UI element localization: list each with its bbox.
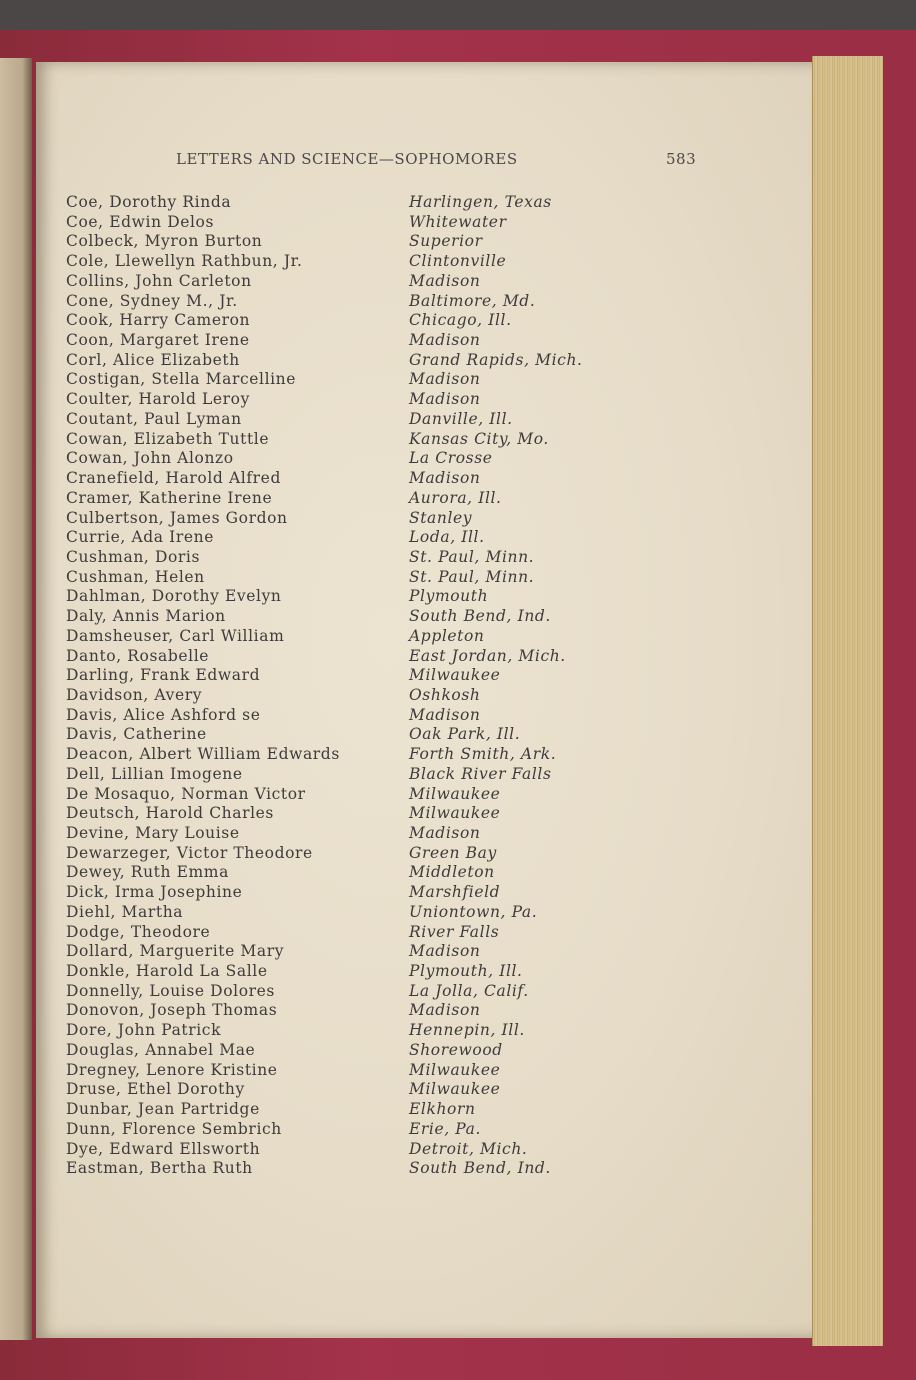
student-name: Deutsch, Harold Charles <box>66 804 274 823</box>
hometown: River Falls <box>409 922 500 941</box>
student-name: Darling, Frank Edward <box>66 666 261 685</box>
hometown: East Jordan, Mich. <box>409 646 566 665</box>
hometown: Clintonville <box>409 252 507 271</box>
hometown: Uniontown, Pa. <box>409 902 538 921</box>
hometown: Plymouth, Ill. <box>409 962 523 981</box>
student-name: Donovon, Joseph Thomas <box>66 1001 278 1020</box>
list-item <box>0 213 916 233</box>
hometown: Black River Falls <box>409 764 552 783</box>
student-name: Costigan, Stella Marcelline <box>66 370 297 389</box>
list-item <box>0 863 916 883</box>
list-item <box>0 765 916 785</box>
list-item <box>0 627 916 647</box>
student-name: Dye, Edward Ellsworth <box>66 1139 261 1158</box>
hometown: St. Paul, Minn. <box>409 547 535 566</box>
student-name: Cushman, Doris <box>66 547 201 566</box>
list-item <box>0 1100 916 1120</box>
student-name: Dell, Lillian Imogene <box>66 764 243 783</box>
hometown: Milwaukee <box>409 784 501 803</box>
student-name: Cone, Sydney M., Jr. <box>66 291 238 310</box>
student-name: Dick, Irma Josephine <box>66 883 243 902</box>
hometown: La Crosse <box>409 449 493 468</box>
hometown: Madison <box>409 331 481 350</box>
hometown: Plymouth <box>409 587 489 606</box>
list-item <box>0 252 916 272</box>
list-item <box>0 1120 916 1140</box>
hometown: Chicago, Ill. <box>409 311 512 330</box>
student-name: Douglas, Annabel Mae <box>66 1040 256 1059</box>
student-name: Donkle, Harold La Salle <box>66 962 268 981</box>
list-item <box>0 647 916 667</box>
student-name: Dore, John Patrick <box>66 1021 222 1040</box>
hometown: Madison <box>409 1001 481 1020</box>
hometown: Appleton <box>409 626 485 645</box>
list-item <box>0 568 916 588</box>
list-item <box>0 607 916 627</box>
student-name: Culbertson, James Gordon <box>66 508 288 527</box>
hometown: Shorewood <box>409 1040 503 1059</box>
student-name: Cushman, Helen <box>66 567 205 586</box>
student-name: Daly, Annis Marion <box>66 607 226 626</box>
hometown: Grand Rapids, Mich. <box>409 350 583 369</box>
student-name: Dregney, Lenore Kristine <box>66 1060 278 1079</box>
hometown: South Bend, Ind. <box>409 1159 551 1178</box>
student-name: Corl, Alice Elizabeth <box>66 350 240 369</box>
student-name: Dodge, Theodore <box>66 922 211 941</box>
list-item <box>0 942 916 962</box>
list-item <box>0 449 916 469</box>
hometown: Marshfield <box>409 883 501 902</box>
student-name: Diehl, Martha <box>66 902 184 921</box>
list-item <box>0 390 916 410</box>
list-item <box>0 686 916 706</box>
student-name: Davis, Alice Ashford se <box>66 705 261 724</box>
list-item <box>0 824 916 844</box>
list-item <box>0 962 916 982</box>
hometown: Madison <box>409 705 481 724</box>
hometown: St. Paul, Minn. <box>409 567 535 586</box>
student-name: Coe, Edwin Delos <box>66 212 215 231</box>
student-name: Davidson, Avery <box>66 685 203 704</box>
list-item <box>0 804 916 824</box>
hometown: Green Bay <box>409 843 497 862</box>
list-item <box>0 311 916 331</box>
student-name: Cranefield, Harold Alfred <box>66 469 281 488</box>
hometown: Middleton <box>409 863 495 882</box>
student-name: Donnelly, Louise Dolores <box>66 981 275 1000</box>
student-name: Cramer, Katherine Irene <box>66 488 273 507</box>
hometown: Stanley <box>409 508 473 527</box>
student-name: Colbeck, Myron Burton <box>66 232 263 251</box>
list-item <box>0 883 916 903</box>
student-name: Dahlman, Dorothy Evelyn <box>66 587 282 606</box>
list-item <box>0 923 916 943</box>
student-name: Cole, Llewellyn Rathbun, Jr. <box>66 252 303 271</box>
list-item <box>0 1080 916 1100</box>
running-header <box>36 150 816 172</box>
hometown: Oak Park, Ill. <box>409 725 521 744</box>
list-item <box>0 430 916 450</box>
student-name: Druse, Ethel Dorothy <box>66 1080 245 1099</box>
student-name: Cowan, Elizabeth Tuttle <box>66 429 270 448</box>
hometown: Milwaukee <box>409 1080 501 1099</box>
student-name: De Mosaquo, Norman Victor <box>66 784 306 803</box>
list-item <box>0 1041 916 1061</box>
hometown: Madison <box>409 469 481 488</box>
student-name: Davis, Catherine <box>66 725 207 744</box>
list-item <box>0 844 916 864</box>
list-item <box>0 489 916 509</box>
list-item <box>0 785 916 805</box>
list-item <box>0 193 916 213</box>
hometown: Madison <box>409 942 481 961</box>
hometown: Milwaukee <box>409 1060 501 1079</box>
list-item <box>0 410 916 430</box>
student-name: Dewarzeger, Victor Theodore <box>66 843 313 862</box>
list-item <box>0 548 916 568</box>
hometown: Madison <box>409 370 481 389</box>
list-item <box>0 666 916 686</box>
list-item <box>0 292 916 312</box>
student-name: Dunbar, Jean Partridge <box>66 1100 260 1119</box>
page-number: 583 <box>666 150 697 168</box>
student-name: Devine, Mary Louise <box>66 824 240 842</box>
header-title: LETTERS AND SCIENCE—SOPHOMORES <box>176 150 518 168</box>
student-name: Danto, Rosabelle <box>66 646 210 665</box>
hometown: Kansas City, Mo. <box>409 429 549 448</box>
student-name: Damsheuser, Carl William <box>66 626 285 645</box>
list-item <box>0 370 916 390</box>
student-name: Eastman, Bertha Ruth <box>66 1159 253 1178</box>
hometown: Madison <box>409 271 481 290</box>
student-name: Coe, Dorothy Rinda <box>66 193 232 211</box>
student-name: Dunn, Florence Sembrich <box>66 1119 282 1138</box>
student-name: Currie, Ada Irene <box>66 528 214 547</box>
hometown: Hennepin, Ill. <box>409 1021 525 1040</box>
list-item <box>0 272 916 292</box>
list-item <box>0 1061 916 1081</box>
hometown: Detroit, Mich. <box>409 1139 528 1158</box>
student-name: Coon, Margaret Irene <box>66 331 250 350</box>
student-name: Dollard, Marguerite Mary <box>66 942 285 961</box>
list-item <box>0 706 916 726</box>
list-item <box>0 331 916 351</box>
list-item <box>0 351 916 371</box>
student-list <box>0 193 916 1179</box>
list-item <box>0 509 916 529</box>
list-item <box>0 1001 916 1021</box>
student-name: Cowan, John Alonzo <box>66 449 234 468</box>
list-item <box>0 1021 916 1041</box>
list-item <box>0 528 916 548</box>
hometown: La Jolla, Calif. <box>409 981 529 1000</box>
hometown: Whitewater <box>409 212 507 231</box>
student-name: Collins, John Carleton <box>66 271 252 290</box>
hometown: Milwaukee <box>409 666 501 685</box>
hometown: Erie, Pa. <box>409 1119 482 1138</box>
list-item <box>0 1159 916 1179</box>
student-name: Coutant, Paul Lyman <box>66 409 242 428</box>
hometown: Oshkosh <box>409 685 481 704</box>
hometown: Milwaukee <box>409 804 501 823</box>
hometown: Danville, Ill. <box>409 409 513 428</box>
list-item <box>0 745 916 765</box>
hometown: South Bend, Ind. <box>409 607 551 626</box>
hometown: Forth Smith, Ark. <box>409 745 557 764</box>
list-item <box>0 469 916 489</box>
hometown: Harlingen, Texas <box>409 193 552 211</box>
hometown: Elkhorn <box>409 1100 476 1119</box>
hometown: Madison <box>409 824 481 842</box>
hometown: Baltimore, Md. <box>409 291 536 310</box>
hometown: Madison <box>409 390 481 409</box>
list-item <box>0 725 916 745</box>
student-name: Cook, Harry Cameron <box>66 311 251 330</box>
list-item <box>0 982 916 1002</box>
hometown: Superior <box>409 232 483 251</box>
list-item <box>0 587 916 607</box>
list-item <box>0 232 916 252</box>
hometown: Aurora, Ill. <box>409 488 502 507</box>
list-item <box>0 903 916 923</box>
list-item <box>0 1140 916 1160</box>
student-name: Coulter, Harold Leroy <box>66 390 250 409</box>
student-name: Dewey, Ruth Emma <box>66 863 229 882</box>
student-name: Deacon, Albert William Edwards <box>66 745 340 764</box>
hometown: Loda, Ill. <box>409 528 485 547</box>
